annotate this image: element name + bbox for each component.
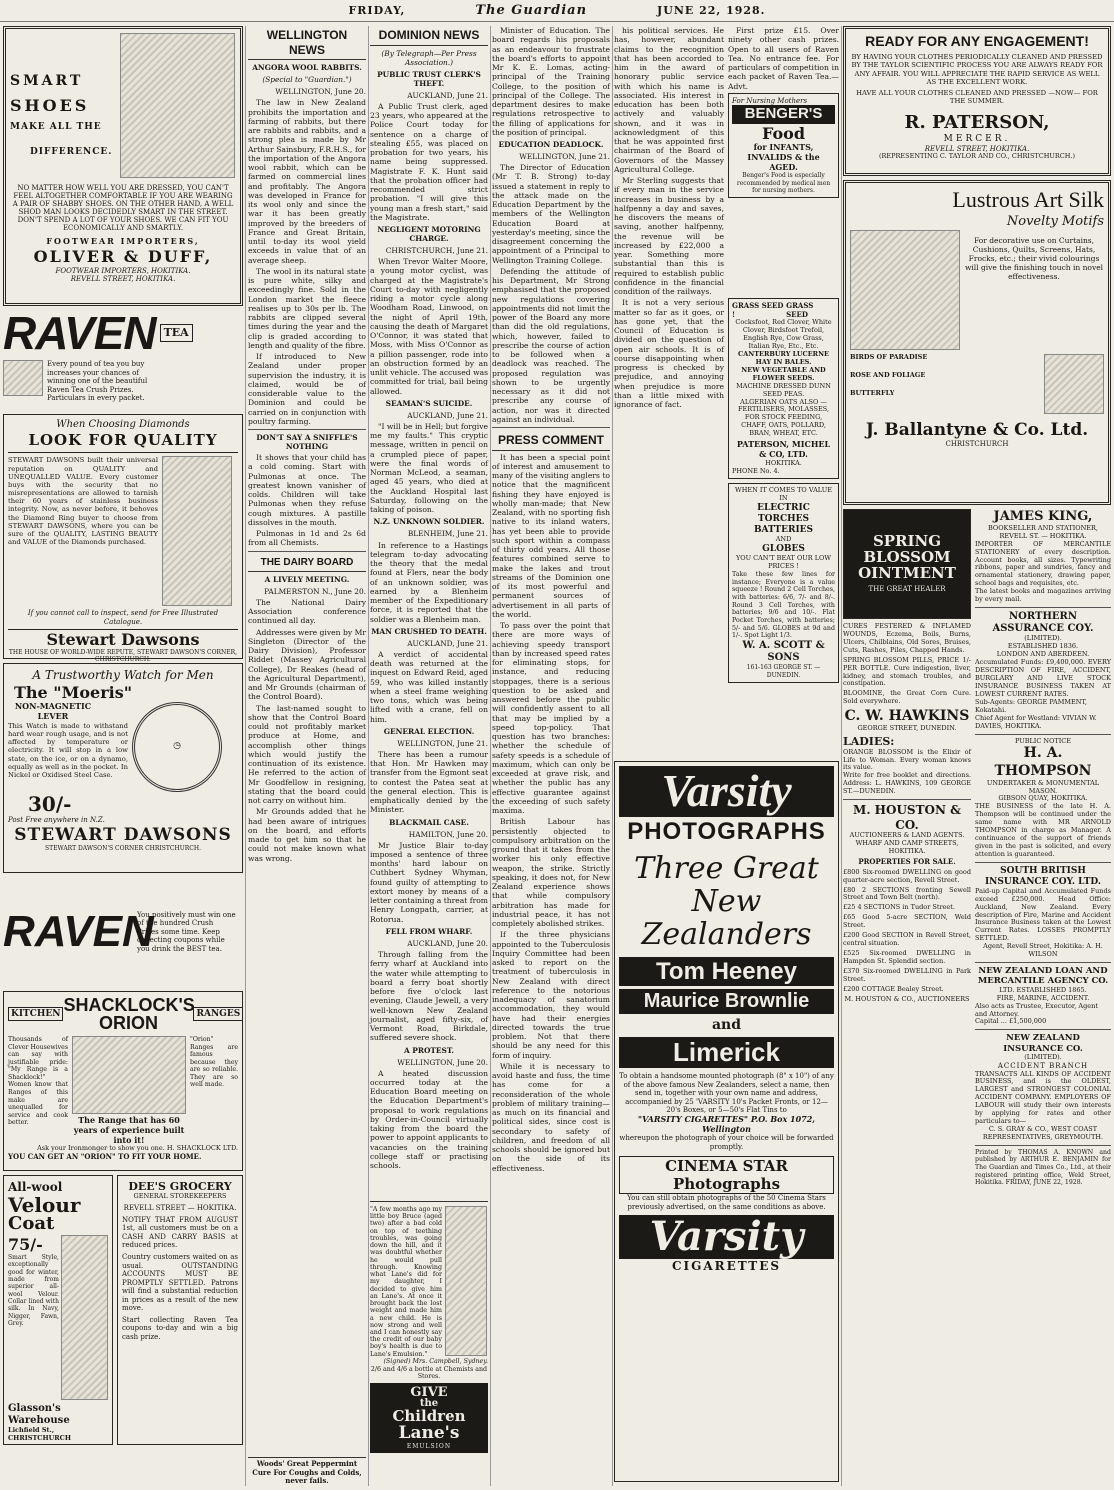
thompson-addr: GIBSON QUAY, HOKITIKA. <box>998 794 1088 803</box>
dairy-para-3: The last-named sought to show that the Control Board could not profitably market produce at Home, and accomplish other things which would justify the continuation of its existence. He referred to the action of Mr Goodfellow in resigning, stating that the board could not carry on without him. <box>248 703 366 806</box>
houston-trade: AUCTIONEERS & LAND AGENTS. <box>849 831 965 840</box>
ad-lustrous-art-silk <box>843 180 1111 505</box>
raven-bird-illustration <box>3 360 43 396</box>
nzins-body: TRANSACTS ALL KINDS OF ACCIDENT BUSINESS, and is the OLDEST, LARGEST and STRONGEST COLONIAL ACCIDENT COMPANY. EMPLOYERS OF LABOUR will study their own interests by applying for rates and other particulars to— <box>975 1069 1111 1126</box>
northern-cities: LONDON AND ABERDEEN. <box>996 650 1090 659</box>
dominion-d1: AUCKLAND, June 21. <box>407 90 488 100</box>
education-para-2: Defending the attitude of his Department, Mr Strong emphasised that the proposed new regulations covering appointments did not limit the power of the Board any more than did the old regulations, which, however, failed to prescribe the course of action to be followed when a deadlock was reached. The proposed regulation was shown to be urgently necessary as it did not prescribe any course of action, nor was it directed against an individual. <box>492 266 610 424</box>
nzins-firm: NEW ZEALAND INSURANCE CO. <box>1003 1033 1083 1054</box>
varsity-cinema: CINEMA STAR Photographs <box>619 1156 834 1195</box>
ad-raven-tea <box>3 307 243 410</box>
column-rule <box>368 26 369 1486</box>
diamonds-lead: When Choosing Diamonds <box>56 419 190 430</box>
paterson-body: BY HAVING YOUR CLOTHES PERIODICALLY CLEANED AND PRESSED BY THE TAYLOR SCIENTIFIC PROCESS YOU ARE ALWAYS READY FOR ANY AFFAIR. YOU WILL APPRECIATE THE RAPID SERVICE AS WELL AS THE EXCELLENT WORK. <box>851 53 1103 86</box>
ad-smart-shoes <box>3 26 243 306</box>
dominion-news-heading: DOMINION NEWS <box>370 26 488 46</box>
velour-h2: Velour <box>8 1192 81 1217</box>
lanes-t1: GIVE <box>410 1384 448 1400</box>
watch-type: NON-MAGNETIC LEVER <box>14 701 92 721</box>
education-dateline: WELLINGTON, June 21. <box>519 152 610 162</box>
wellington-para-1: The law in New Zealand prohibits the importation and farming of rabbits, but there are rabbits and rabbits, and a strong plea is made by Mr Arthur Sainsbury, F.R.H.S., for the importation of the Angora wool rabbit, which can be farmed on commercial lines and profitably. The Angora was developed in France for its wool only and since the war it has been greatly improved by the breeders of France and Great Britain, until to-day its wool yield exceeds in value that of an average sheep. <box>248 98 366 265</box>
dominion-s4: N.Z. UNKNOWN SOLDIER. <box>373 517 485 527</box>
dee-notice: NOTIFY THAT FROM AUGUST 1st, all customers must be on a CASH AND CARRY BASIS at reduced prices. <box>122 1215 238 1250</box>
seed-h2: GRASS SEED <box>786 301 814 319</box>
politics-para-2: Mr Sterling suggests that if every man in the service increases in business by a halfpenny a day and saves, he discovers the means of saving, another halfpenny, the revenue will be increased by £22,000 a year. Something more substantial than this is required to establish public confidence in the financial condition of the railways. <box>614 176 724 296</box>
dominion-p6: There has been a rumour that Hon. Mr Hawken may transfer from the Egmont seat to contest the Patea seat at the general election. This is emphatically denied by the Minister. <box>370 749 488 815</box>
james-body: IMPORTER OF MERCANTILE STATIONERY of every description. Account books, all sizes. Typewriting ribbons, paper and sundries, fancy and ornamental stationery, drawing paper, school bags and requisites, etc. <box>975 539 1111 588</box>
varsity-brownlie: Maurice Brownlie <box>619 989 834 1013</box>
orion-claim: The Range that has 60 years of experience built into it! <box>73 1115 185 1145</box>
northern-agents: Sub-Agents: GEORGE PAMMENT, Kokatahi. <box>975 697 1087 714</box>
column-3 <box>370 26 488 1486</box>
dominion-d9: WELLINGTON, June 20. <box>397 1057 488 1067</box>
ointment-firm: C. W. HAWKINS <box>844 708 970 725</box>
seed-town: HOKITIKA. <box>765 458 802 467</box>
ad-velour-coat <box>3 1175 113 1445</box>
ad-diamonds <box>3 414 243 664</box>
education-lead: Minister of Education. The board regards his proposals as an endeavour to frustrate the board's efforts to appoint Mr K. E. Lomas, acting-principal of the Training College, to the position of principal of the College. The department desires to make regulations retrospective to the filling of applications for the position of principal. <box>492 26 610 137</box>
raven2-name: RAVEN <box>3 907 154 956</box>
shoes-h3: MAKE ALL THE <box>10 121 102 132</box>
dominion-d2: CHRISTCHURCH, June 21. <box>385 246 488 256</box>
varsity-photographs: PHOTOGRAPHS <box>627 817 826 845</box>
lanes-price: 2/6 and 4/6 a bottle at Chemists and Stores. <box>370 1365 488 1381</box>
politics-para-3: It is not a very serious matter so far as it goes, or has gone yet, that the Council of Education is divided on the question of open air schools. It is of course disappointing when progress is checked by prejudice, and annoying when prejudice is more than a little mixed with ignorance of fact. <box>614 298 724 409</box>
printer-imprint: Printed by THOMAS A. KNOWN and published by ARTHUR E. BENJAMIN for The Guardian and Times Co., Ltd., at their registered printing office, Weld Street, Hokitika. FRIDAY, JUNE 22, 1928. <box>975 1148 1111 1187</box>
ad-electric-torches <box>728 483 839 683</box>
ad-spring-blossom-ointment <box>843 509 971 619</box>
varsity-addr: "VARSITY CIGARETTES" P.O. Box 1072, Wellington <box>637 1113 816 1134</box>
press-para-3: British Labour has persistently objected to compulsory arbitration on the ground that it takes from the worker his only effective weapon, the strike. Strictly speaking, it does not, for New Zealand experience shows that while compulsory arbitration has made for industrial peace, it has not completely abolished strikes. <box>492 817 610 929</box>
watch-name: The "Moeris" <box>14 682 133 702</box>
education-para-1: The Director of Education (Mr T. B. Strong) to-day issued a statement in reply to the attack made on the Education Department by the members of the Wellington Education Board at yesterday's meeting, since the disagreement concerning the appointment of a Principal to Wellington Training College. <box>492 163 610 265</box>
silk-butterfly: BUTTERFLY <box>850 388 895 397</box>
seed-other: ALGERIAN OATS ALSO — FERTILISERS, MOLASSES, FOR STOCK FEEDING, CHAFF, OATS, POLLARD, BRAN, WHEAT, ETC. <box>737 397 830 438</box>
bengers-lead: For Nursing Mothers <box>732 96 808 105</box>
woods-text: Woods' Great Peppermint Cure For Coughs and Colds, never fails. <box>252 1459 362 1486</box>
column-rule <box>841 26 842 1486</box>
nzins-agent: C. S. GRAY & CO., WEST COAST REPRESENTATIVES, GREYMOUTH. <box>982 1125 1104 1141</box>
varsity-title-2: Varsity <box>619 1215 834 1259</box>
ad-grass-seed <box>728 298 839 479</box>
dee-name: DEE'S GROCERY <box>128 1180 232 1193</box>
diamonds-foot: THE HOUSE OF WORLD-WIDE REPUTE, STEWART DAWSON'S CORNER, CHRISTCHURCH. <box>8 649 238 664</box>
ad-lanes-emulsion <box>370 1201 488 1486</box>
politics-para-1: his political services. He has, however, abundant claims to the recognition that has been accorded to him in the award of honorary public service with which his name is associated. His interest in education has been both actively and valuably shown, and it was in acknowledgment of this that he was appointed first chairman of the Board of Governors of the Massey Agricultural College. <box>614 26 724 174</box>
press-para-4: If the three physicians appointed to the Tuberculosis Inquiry Committee had been asked to report on the treatment of tuberculosis in New Zealand with direct reference to the notorious inadequacy of sanatorium accommodation, they would have had their energies directed towards the true problem. Not that there should be any need for this form of inquiry. <box>492 930 610 1060</box>
velour-body: Smart Style, exceptionally good for winter, made from superior all-wool Velour. Collar lined with silk. In Navy, Nigger, Fawn, Grey. <box>8 1254 59 1327</box>
james-foot: The latest books and magazines arriving by every mail. <box>975 587 1111 604</box>
lanes-t3: Children <box>392 1406 466 1425</box>
houston-props: PROPERTIES FOR SALE. <box>858 857 956 867</box>
thompson-body: THE BUSINESS of the late H. A. Thompson will be continued under the same name with MR ARNOLD THOMPSON in charge as Manager. A continuance of the support of friends given in the past is solicited, and every attention is guaranteed. <box>975 802 1111 858</box>
shoes-h2: SHOES <box>10 96 90 116</box>
dominion-d8: AUCKLAND, June 20. <box>407 938 488 948</box>
dominion-p1: A Public Trust clerk, aged 23 years, who appeared at the Police Court today for sentence on a charge of stealing £55, was placed on probation for two years, his name being suppressed. Magistrate F. K. Hunt said that the probation officer had recommended strict probation. "I will give this young man a fresh start," said the Magistrate. <box>370 101 488 222</box>
raven-body: Every pound of tea you buy increases your chances of winning one of the beautiful Raven Tea Crush Prizes. Particulars in every packet. <box>47 360 148 403</box>
masthead-paper: The Guardian <box>475 2 588 18</box>
dominion-d4: BLENHEIM, June 21. <box>407 529 488 539</box>
column-2 <box>248 26 366 1486</box>
torch-firm: W. A. SCOTT & SONS <box>742 640 825 664</box>
northern-est: ESTABLISHED 1836. <box>1007 642 1079 651</box>
divider <box>975 862 1111 863</box>
ad-varsity-photographs <box>614 761 839 1482</box>
houston-item: £25 4 SECTIONS in Tudor Street. <box>843 903 955 912</box>
silk-body: For decorative use on Curtains, Cushions, Quilts, Screens, Hats, Frocks, etc.; their vivid colourings will give the finishing touch in novel effectiveness. <box>964 235 1104 282</box>
watch-price: 30/- <box>28 791 72 816</box>
shoes-addr1: FOOTWEAR IMPORTERS, HOKITIKA. <box>55 266 191 275</box>
torch-body: Take these few lines for instance; Everyone is a value squeeze ! Round 2 Cell Torches, with batteries: 6/6, 7/- and 8/-. Round 3 Cell Torches, with batteries; 9/6 and 10/-. Flat Pocket Torches, with batteries; 5/- and 5/6. GLOBES at 9d and 1/-. Spot Light 1/3. <box>732 570 835 640</box>
orion-ranges: RANGES <box>193 1007 243 1022</box>
ointment-cures: CURES FESTERED & INFLAMED WOUNDS, Eczema, Boils, Burns, Ulcers, Chilblains, Old Sores, Bruises, Cuts, Rashes, Piles, Chapped Hands. <box>843 622 971 654</box>
nzloan-firm: NEW ZEALAND LOAN AND MERCANTILE AGENCY CO. <box>977 966 1109 987</box>
silk-birds: BIRDS OF PARADISE <box>850 352 928 361</box>
wellington-source: (Special to "Guardian.") <box>262 75 352 85</box>
dominion-d3: AUCKLAND, June 21. <box>407 410 488 420</box>
varsity-offer: To obtain a handsome mounted photograph (8" x 10") of any of the above famous New Zealanders, select a name, then send in, together with your own name and address, accompanied by 25 'VARSITY 10's Packet Fronts, or 12—20's Boxes, or 5—50's Flat Tins to <box>619 1072 834 1115</box>
thompson-firm: H. A. THOMPSON <box>994 745 1092 779</box>
lanes-banner <box>370 1383 488 1453</box>
velour-h3: Coat <box>8 1212 55 1234</box>
ointment-cure: BLOOMINE, the Great Corn Cure. Sold everywhere. <box>843 689 971 706</box>
paterson-firm: R. PATERSON, <box>904 111 1050 133</box>
mother-child-illustration <box>445 1206 487 1356</box>
lanes-testimonial: "A few months ago my little boy Bruce (aged two) after a bad cold on top of teething troubles, was going down the hill, and it was doubtful whether he would pull through. Knowing what Lane's did for my daughter, I decided to give him an Lane's. At once it brought back the lost weight and made him a new child. He is now strong and well and I can honestly say the credit of our baby boy's health is due to Lane's Emulsion." <box>370 1206 442 1358</box>
divider <box>975 1029 1111 1030</box>
dominion-p5: A verdict of accidental death was returned at the inquest on Edward Reid, aged 59, who was killed instantly when a steel frame weighing two tons, which was being lifted with a crane, fell on him. <box>370 649 488 724</box>
shoes-addr2: REVELL STREET, HOKITIKA. <box>70 275 176 284</box>
two-men-illustration <box>120 33 235 178</box>
nzloan-lines: FIRE, MARINE, ACCIDENT. <box>996 993 1090 1002</box>
silk-firm: J. Ballantyne & Co. Ltd. <box>865 419 1089 440</box>
sniffle-para-1: It shows that your child has a cold coming. Start with Pulmonas at once. The greatest known vanisher of colds. Children will take Pulmonas when they refuse cough mixtures. A pastille dissolves in the mouth. <box>248 453 366 527</box>
houston-foot: M. HOUSTON & CO., AUCTIONEERS <box>844 994 970 1003</box>
ointment-orange: ORANGE BLOSSOM is the Elixir of Life to Woman. Every woman knows its value. <box>843 747 971 772</box>
dominion-s5: MAN CRUSHED TO DEATH. <box>371 626 487 636</box>
silk-sub: Novelty Motifs <box>1006 213 1104 229</box>
southbritish-body: Paid-up Capital and Accumulated Funds exceed £250,000. Head Office: Auckland, New Zealand. Every description of Fire, Marine and Accident Insurance Business taken at the Lowest Current Rates. LOSSES PROMPTLY SETTLED. <box>975 886 1111 943</box>
varsity-three-great: Three Great New Zealanders <box>634 850 819 952</box>
dee-body: Country customers waited on as usual. OUTSTANDING ACCOUNTS MUST BE PROMPTLY SETTLED. Patrons will find a substantial reduction in prices as a result of the new move. <box>122 1252 238 1313</box>
diamonds-firm: Stewart Dawsons <box>8 629 238 650</box>
dominion-source: (By Telegraph—Per Press Association.) <box>381 48 477 67</box>
dairy-para-4: Mr Grounds added that he had been aware of intrigues on the board, and efforts made to get him so that he could not make known what was wrong. <box>248 807 366 863</box>
woman-in-coat-illustration <box>61 1235 108 1400</box>
paterson-rep: (REPRESENTING C. TAYLOR AND CO., CHRISTCHURCH.) <box>878 152 1076 161</box>
bird-of-paradise-illustration <box>850 230 960 350</box>
varsity-and: and <box>711 1016 742 1033</box>
thompson-notice: PUBLIC NOTICE <box>1014 736 1072 745</box>
ointment-ladies: LADIES: <box>843 735 895 749</box>
education-heading: EDUCATION DEADLOCK. <box>498 140 604 149</box>
press-para-1: It has been a special point of interest and amusement to many of the visiting anglers to notice that the magnificent fishing they have enjoyed is wholly man-made; that New Zealand, with no sporting fish native to its inland waters, has yet been able to provide such sport within a compass of thirty odd years. All those features combined serve to make the lakes and trout streams of the Dominion one of its most powerful and permanent sources of advertisement in all parts of the world. <box>492 452 610 619</box>
nzins-ltd: (LIMITED). <box>1024 1053 1062 1062</box>
watch-post: Post Free anywhere in N.Z. <box>8 816 105 825</box>
james-firm: JAMES KING, <box>993 509 1093 524</box>
ad-woods-peppermint <box>248 1457 366 1486</box>
silk-heading: Lustrous Art Silk <box>952 187 1104 212</box>
velour-firm: Glasson's Warehouse <box>8 1402 70 1426</box>
houston-item: £370 Six-roomed DWELLING in Park Street. <box>843 966 971 983</box>
diamonds-head: LOOK FOR QUALITY <box>8 431 238 453</box>
bengers-body: Benger's Food is especially recommended by medical men for nursing mothers. <box>736 172 831 194</box>
paterson-line2: HAVE ALL YOUR CLOTHES CLEANED AND PRESSED —NOW— FOR THE SUMMER. <box>856 89 1098 106</box>
lanes-signature: (Signed) Mrs. Campbell, Sydney. <box>383 1357 488 1365</box>
james-trade: BOOKSELLER AND STATIONER, <box>987 523 1098 532</box>
column-rule <box>612 26 613 1486</box>
houston-addr: WHARF AND CAMP STREETS, HOKITIKA. <box>855 839 959 856</box>
nzloan-body: Also acts as Trustee, Executor, Agent and Attorney. <box>975 1001 1098 1018</box>
northern-firm: NORTHERN ASSURANCE COY. <box>992 611 1094 635</box>
wellington-para-3: If introduced to New Zealand under proper supervision the industry, it is claimed, would be of considerable value to the Dominion and could be carried on in conjunction with poultry farming. <box>248 352 366 426</box>
northern-body: Accumulated Funds: £9,400,000. EVERY DESCRIPTION OF FIRE, ACCIDENT, BURGLARY AND LIVE STOCK INSURANCE BUSINESS TAKEN AT LOWEST CURRENT RATES. <box>975 658 1111 698</box>
orion-right-body: "Orion" Ranges are famous because they are so reliable. They are so well made. <box>190 1036 238 1089</box>
watch-foot: STEWART DAWSON'S CORNER CHRISTCHURCH. <box>44 845 202 853</box>
torch-and: AND <box>775 535 792 544</box>
dominion-p3: "I will be in Hell; but forgive me my faults." This cryptic message, written in pencil on a crumpled piece of paper, were the final words of Norman McLeod, a seaman, aged 45 years, who died at the Auckland Hospital last Saturday, following on the taking of poison. <box>370 421 488 515</box>
orion-kitchen: KITCHEN <box>8 1007 63 1022</box>
orion-foot: YOU CAN GET AN "ORION" TO FIT YOUR HOME. <box>8 1152 202 1162</box>
wellington-para-2: The wool in its natural state is pure white, silky and exceedingly fine. Sold in the London market the fleece realises up to 30s per lb. The rabbits are clipped several times during the year and the clip is graded according to length and quality of the fibre. <box>248 266 366 350</box>
dairy-board-heading: THE DAIRY BOARD <box>248 555 366 572</box>
column-5 <box>614 26 839 1486</box>
divider <box>248 429 366 430</box>
ad-moeris-watch <box>3 663 243 873</box>
divider <box>975 734 1111 735</box>
divider <box>975 1145 1111 1146</box>
torch-h2: BATTERIES <box>753 525 814 536</box>
ad-dees-grocery <box>117 1175 243 1445</box>
velour-foot: Lichfield St., CHRISTCHURCH <box>8 1426 71 1442</box>
divider <box>975 607 1111 608</box>
seed-hay: CANTERBURY LUCERNE HAY IN BALES. <box>738 350 829 366</box>
northern-ltd: (LIMITED). <box>1024 634 1062 643</box>
dee-foot: Start collecting Raven Tea coupons to-day and win a big cash prize. <box>122 1315 238 1341</box>
houston-item: £65 Good 5-acre SECTION, Weld Street. <box>843 913 971 930</box>
varsity-cinema-body: You can still obtain photographs of the 50 Cinema Stars previously advertised, on the same conditions as above. <box>627 1194 826 1211</box>
diamonds-catalogue: If you cannot call to inspect, send for Free Illustrated Catalogue. <box>27 609 219 627</box>
nzloan-cap: Capital ... £1,500,000 <box>975 1017 1047 1026</box>
velour-price: 75/- <box>8 1234 43 1254</box>
ointment-addr: GEORGE STREET, DUNEDIN. <box>857 724 957 733</box>
houston-firm: M. HOUSTON & CO. <box>853 803 961 832</box>
houston-item: £200 Good SECTION in Revell Street, central situation. <box>843 931 971 948</box>
ointment-pills: SPRING BLOSSOM PILLS, PRICE 1/- PER BOTTLE. Cure indigestion, liver, kidney, and stomach troubles, and constipation. <box>843 655 971 688</box>
dominion-p8: Through falling from the ferry wharf at Auckland into the water while attempting to board a ferry boat shortly before five o'clock last evening, Claude Jewell, a very well-known New Zealand journalist, aged fifty-six, of Vermont Road, Birkdale, suffered severe shock. <box>370 950 488 1043</box>
seed-veg: NEW VEGETABLE AND FLOWER SEEDS. <box>741 365 826 382</box>
masthead-day: FRIDAY, <box>348 3 406 17</box>
dee-addr: REVELL STREET — HOKITIKA. <box>123 1204 237 1213</box>
watch-illustration: ◷ <box>132 702 222 792</box>
wellington-sub: ANGORA WOOL RABBITS. <box>252 63 362 73</box>
raven-first-prize: First prize £15. Over ninety other cash prizes. Open to all users of Raven Tea. No entrance fee. For particulars of competition in each packet of Raven Tea.—Advt. <box>728 26 839 91</box>
houston-item: £200 COTTAGE Bealey Street. <box>843 984 944 993</box>
varsity-limerick: Limerick <box>619 1037 834 1069</box>
masthead-date: JUNE 22, 1928. <box>657 3 766 17</box>
column-1 <box>3 26 243 1486</box>
column-6 <box>843 26 1111 1486</box>
shoes-firm: OLIVER & DUFF, <box>33 247 213 267</box>
butterfly-illustration <box>1044 354 1104 414</box>
houston-item: £800 Six-roomed DWELLING on good quarter-acre section, Revell Street. <box>843 867 971 884</box>
raven-name: RAVEN <box>3 307 156 359</box>
lanes-t5: EMULSION <box>406 1442 452 1450</box>
column-4 <box>492 26 610 1486</box>
ad-raven-prizes <box>3 877 243 987</box>
dominion-p7: Mr Justice Blair to-day imposed a sentence of three months' hard labour on Cuthbert Sydney Whyman, found guilty of attempting to extort money by means of a letter containing a threat from Henry Longpath, carrier, at Rotorua. <box>370 840 488 924</box>
shoes-h1: SMART <box>10 73 84 89</box>
column-rule <box>245 26 246 1486</box>
southbritish-firm: SOUTH BRITISH INSURANCE COY. LTD. <box>984 865 1102 887</box>
raven2-body: You positively must win one of the hundred Crush Prizes some time. Keep collecting coupons while you drink the BEST tea. <box>137 910 236 953</box>
ad-paterson-mercer <box>843 26 1111 176</box>
dominion-s7: BLACKMAIL CASE. <box>389 817 469 827</box>
lanes-t2: the <box>419 1397 439 1409</box>
ointment-write: Write for free booklet and directions. Address: L. HAWKINS, 109 GEORGE ST.—DUNEDIN. <box>843 771 971 796</box>
dairy-para-1: The National Dairy Association conference continued all day. <box>248 597 366 626</box>
paterson-addr: REVELL STREET, HOKITIKA. <box>924 144 1030 153</box>
orion-left-body: Thousands of Clever Housewives can say with justifiable pride: "My Range is a Shacklock!" Women know that Ranges of this make are unequalled for service and cook better. <box>8 1036 69 1127</box>
torch-tag: YOU CAN'T BEAT OUR LOW PRICES ! <box>735 554 832 571</box>
varsity-note: whereupon the photograph of your choice will be forwarded promptly. <box>619 1134 834 1151</box>
torch-h1: ELECTRIC TORCHES <box>757 503 810 525</box>
diamonds-body: STEWART DAWSONS built their universal reputation on QUALITY and UNEQUALLED VALUE. Every customer buys with the security that no misrepresentations are allowed to tarnish their 60 years of stainless business integrity. Now, as never before, it behoves the Diamond Ring buyer to choose from STEWART DAWSONS, where you can be sure of the QUALITY, LASTING BEAUTY and VALUE of the Diamonds purchased. <box>8 456 158 547</box>
seed-phone: PHONE No. 4. <box>732 466 780 475</box>
bengers-food: Food <box>761 123 805 143</box>
dairy-para-2: Addresses were given by Mr Singleton (Director of the Dairy Division), Professor Riddet (Massey Agricultural College), Dr Reakes (head of the Agricultural Department), and Mr Grounds (chairman of the Control Board). <box>248 627 366 702</box>
southbritish-agent: Agent, Revell Street, Hokitika: A. H. WILSON <box>983 942 1103 959</box>
thompson-trade: UNDERTAKER & MONUMENTAL MASON. <box>986 778 1100 795</box>
varsity-heeney: Tom Heeney <box>619 957 834 986</box>
dominion-d6: WELLINGTON, June 21. <box>397 738 488 748</box>
bengers-for: for INFANTS, INVALIDS & the AGED. <box>747 142 820 172</box>
dairy-sub: A LIVELY MEETING. <box>264 574 350 584</box>
silk-city: CHRISTCHURCH <box>945 440 1009 449</box>
ointment-brand: SPRING BLOSSOM OINTMENT <box>858 532 956 582</box>
masthead <box>0 0 1114 22</box>
range-stove-illustration <box>72 1036 186 1114</box>
dominion-d7: HAMILTON, June 20. <box>408 829 488 839</box>
press-para-5: While it is necessary to avoid haste and fuss, the time has come for a reconsideration of the whole problem of military training—as much on its financial and political sides, since cost is secondary to safety of children, and freedom of all schools should be ignored but on the side of its effectiveness. <box>492 1061 610 1173</box>
nzloan-est: LTD. ESTABLISHED 1865. <box>999 985 1087 994</box>
paterson-head: READY FOR ANY ENGAGEMENT! <box>865 33 1089 49</box>
dominion-d5: AUCKLAND, June 21. <box>407 638 488 648</box>
dominion-p9: A heated discussion occurred today at the Education Board meeting on the Education Department's proposal to work regulations by Order-in-Council virtually taking from the board the power to appoint applicants to vacancies on the training college staff or practising schools. <box>370 1068 488 1171</box>
bengers-brand: BENGER'S <box>732 105 835 123</box>
nzins-dept: ACCIDENT BRANCH <box>997 1062 1089 1071</box>
dominion-s8: FELL FROM WHARF. <box>385 926 473 936</box>
dominion-s9: A PROTEST. <box>403 1045 455 1055</box>
northern-chief: Chief Agent for Westland: VIVIAN W. DAVIES, HOKITIKA. <box>975 713 1097 730</box>
ointment-tag: THE GREAT HEALER <box>868 585 946 594</box>
ad-row-velour-dee <box>3 1175 243 1445</box>
torch-addr: 161-163 GEORGE ST. — DUNEDIN. <box>746 664 821 679</box>
seed-firm: PATERSON, MICHEL & CO, LTD. <box>736 439 831 459</box>
varsity-cigarettes: CIGARETTES <box>671 1259 782 1274</box>
torch-h3: GLOBES <box>762 544 805 555</box>
divider <box>492 427 610 428</box>
dominion-s1: PUBLIC TRUST CLERK'S THEFT. <box>377 69 481 88</box>
orion-brand: SHACKLOCK'S ORION <box>63 995 195 1033</box>
paterson-trade: MERCER. <box>943 133 1011 144</box>
silk-rose: ROSE AND FOLIAGE <box>850 370 926 379</box>
orion-dealer: Ask your Ironmonger to show you one. H. SHACKLOCK LTD. <box>37 1144 238 1153</box>
houston-item: £80 2 SECTIONS fronting Sewell Street and Town Belt (north). <box>843 885 971 902</box>
shoes-importers: FOOTWEAR IMPORTERS, <box>46 236 200 247</box>
diamond-rings-illustration <box>162 456 232 606</box>
dee-sub: GENERAL STOREKEEPERS <box>133 1192 227 1201</box>
divider <box>975 962 1111 963</box>
dominion-p2: When Trevor Walter Moore, a young motor cyclist, was charged at the Magistrate's Court to-day with negligently riding a motor cycle along Woodham Road, Linwood, on the night of April 19th, causing the death of Margaret O'Connor, it was stated that Moss, with Miss O'Connor as a pillion passenger, rode into an obstruction formed by an unlit vehicle. The accused was committed for trial, bail being allowed. <box>370 257 488 396</box>
watch-firm: STEWART DAWSONS <box>14 824 232 845</box>
ad-bengers-food <box>728 93 839 199</box>
column-rule <box>490 26 491 1486</box>
wellington-dateline: WELLINGTON, June 20. <box>275 87 366 97</box>
seed-h1: GRASS SEED ! <box>732 301 784 319</box>
seed-machine: MACHINE DRESSED DUNN SEED PEAS. <box>736 381 831 398</box>
watch-body: This Watch is made to withstand hard wear rough usage, and is not affected by temperature or electricity. It will stop in a low state, on the ice, or on a dynamo, equally as well as in the pocket. In Nickel or Oxidised Steel Case. <box>8 721 128 780</box>
shoes-body: NO MATTER HOW WELL YOU ARE DRESSED, YOU CAN'T FEEL ALTOGETHER COMFORTABLE IF YOU ARE WEARING A PAIR OF SHABBY SHOES. ON THE OTHER HAND, A WELL SHOD MAN LOOKS DECIDEDLY SMART IN THE STREET. DON'T SPEND A LOT OF YOUR SHOES. WE CAN FIT YOU ECONOMICALLY AND SMARTLY. <box>12 184 234 233</box>
raven-tea-label: TEA <box>160 324 193 341</box>
divider <box>248 551 366 552</box>
dominion-s6: GENERAL ELECTION. <box>383 726 475 736</box>
shoes-h4: DIFFERENCE. <box>30 146 113 157</box>
watch-head: A Trustworthy Watch for Men <box>32 668 214 682</box>
torch-lead: WHEN IT COMES TO VALUE IN <box>735 486 832 503</box>
lanes-t4: Lane's <box>398 1422 460 1443</box>
ad-shacklock-orion <box>3 991 243 1171</box>
dominion-s3: SEAMAN'S SUICIDE. <box>385 398 473 408</box>
dairy-dateline: PALMERSTON N., June 20. <box>264 586 366 596</box>
press-para-2: To pass over the point that there are more ways of achieving speedy transport than by increased speed rates for eliminating stops, for instance, and reducing stoppages, there is a serious question to be asked and answered before the public will confidently assent to all that may be implied by a speed top-policy. That question has two branches: whether the schedule of safety speeds is a schedule of maximum, which can only be exceeded at grave risk, and whether the public has any effective guarantee against the exceeding of such safety maxima. <box>492 621 610 816</box>
varsity-title: Varsity <box>619 766 834 817</box>
dominion-s2: NEGLIGENT MOTORING CHARGE. <box>377 225 481 244</box>
press-comment-heading: PRESS COMMENT <box>492 431 610 451</box>
sniffle-para-2: Pulmonas in 1d and 2s 6d from all Chemists. <box>248 529 366 548</box>
velour-h1: All-wool <box>8 1180 63 1194</box>
seed-list: Cocksfoot, Red Clover, White Clover, Birdsfoot Trefoil, English Rye, Cow Grass, Italian Rye, Etc., Etc. <box>735 318 832 351</box>
dominion-p4: In reference to a Hastings telegram to-day advocating the theory that the medal found at Flers, near the body of an unknown soldier, was earned by a Blenheim member of the Expeditionary force, it is reported that the soldier was a Blenheim man. <box>370 540 488 624</box>
james-addr: REVELL ST. — HOKITIKA. <box>999 531 1087 540</box>
wellington-news-heading: WELLINGTON NEWS <box>248 26 366 60</box>
sniffle-heading: DON'T SAY A SNIFFLE'S NOTHING <box>256 433 358 452</box>
houston-item: £525 Six-roomed DWELLING in Hampden St. Splendid section. <box>843 949 971 965</box>
divider <box>843 799 971 800</box>
